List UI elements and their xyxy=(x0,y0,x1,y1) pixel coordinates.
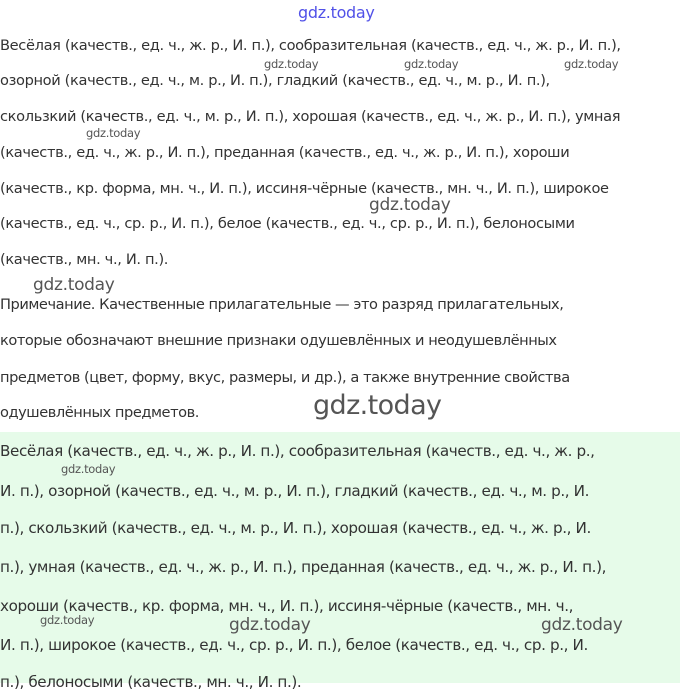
text-line: (качеств., ед. ч., ж. р., И. п.), преданная (качеств., ед. ч., ж. р., И. п.), хороши xyxy=(0,144,570,161)
text-line: хороши (качеств., кр. форма, мн. ч., И. п.), иссиня-чёрные (качеств., мн. ч., xyxy=(0,597,574,615)
watermark: gdz.today xyxy=(33,275,115,295)
note-line: предметов (цвет, форму, вкус, размеры, и др.), а также внутренние свойства xyxy=(0,369,570,386)
watermark: gdz.today xyxy=(369,195,451,215)
watermark: gdz.today xyxy=(229,615,311,635)
text-line: озорной (качеств., ед. ч., м. р., И. п.), гладкий (качеств., ед. ч., м. р., И. п.), xyxy=(0,72,550,89)
watermark: gdz.today xyxy=(541,615,623,635)
watermark: gdz.today xyxy=(40,613,95,627)
text-line: И. п.), озорной (качеств., ед. ч., м. р., И. п.), гладкий (качеств., ед. ч., м. р., И. xyxy=(0,482,590,500)
watermark: gdz.today xyxy=(264,57,319,71)
watermark: gdz.today xyxy=(313,390,442,421)
text-line: п.), умная (качеств., ед. ч., ж. р., И. п.), преданная (качеств., ед. ч., ж. р., И. п.), xyxy=(0,558,607,576)
text-line: скользкий (качеств., ед. ч., м. р., И. п.), хорошая (качеств., ед. ч., ж. р., И. п.), умная xyxy=(0,108,621,125)
text-line: (качеств., ед. ч., ср. р., И. п.), белое (качеств., ед. ч., ср. р., И. п.), белоносыми xyxy=(0,215,575,232)
note-line: которые обозначают внешние признаки одушевлённых и неодушевлённых xyxy=(0,332,557,349)
watermark: gdz.today xyxy=(298,3,375,22)
note-line: одушевлённых предметов. xyxy=(0,404,199,421)
note-line: Примечание. Качественные прилагательные — это разряд прилагательных, xyxy=(0,296,564,313)
text-line: (качеств., кр. форма, мн. ч., И. п.), иссиня-чёрные (качеств., мн. ч., И. п.), широкое xyxy=(0,180,609,197)
watermark: gdz.today xyxy=(86,126,141,140)
text-line: И. п.), широкое (качеств., ед. ч., ср. р., И. п.), белое (качеств., ед. ч., ср. р., И. xyxy=(0,636,588,654)
watermark: gdz.today xyxy=(61,462,116,476)
text-line: (качеств., мн. ч., И. п.). xyxy=(0,251,169,268)
text-line: Весёлая (качеств., ед. ч., ж. р., И. п.), сообразительная (качеств., ед. ч., ж. р., xyxy=(0,442,595,460)
watermark: gdz.today xyxy=(404,57,459,71)
text-line: Весёлая (качеств., ед. ч., ж. р., И. п.), сообразительная (качеств., ед. ч., ж. р., И. п.), xyxy=(0,37,621,54)
text-line: п.), белоносыми (качеств., мн. ч., И. п.). xyxy=(0,673,302,691)
text-line: п.), скользкий (качеств., ед. ч., м. р., И. п.), хорошая (качеств., ед. ч., ж. р., И. xyxy=(0,519,591,537)
watermark: gdz.today xyxy=(564,57,619,71)
